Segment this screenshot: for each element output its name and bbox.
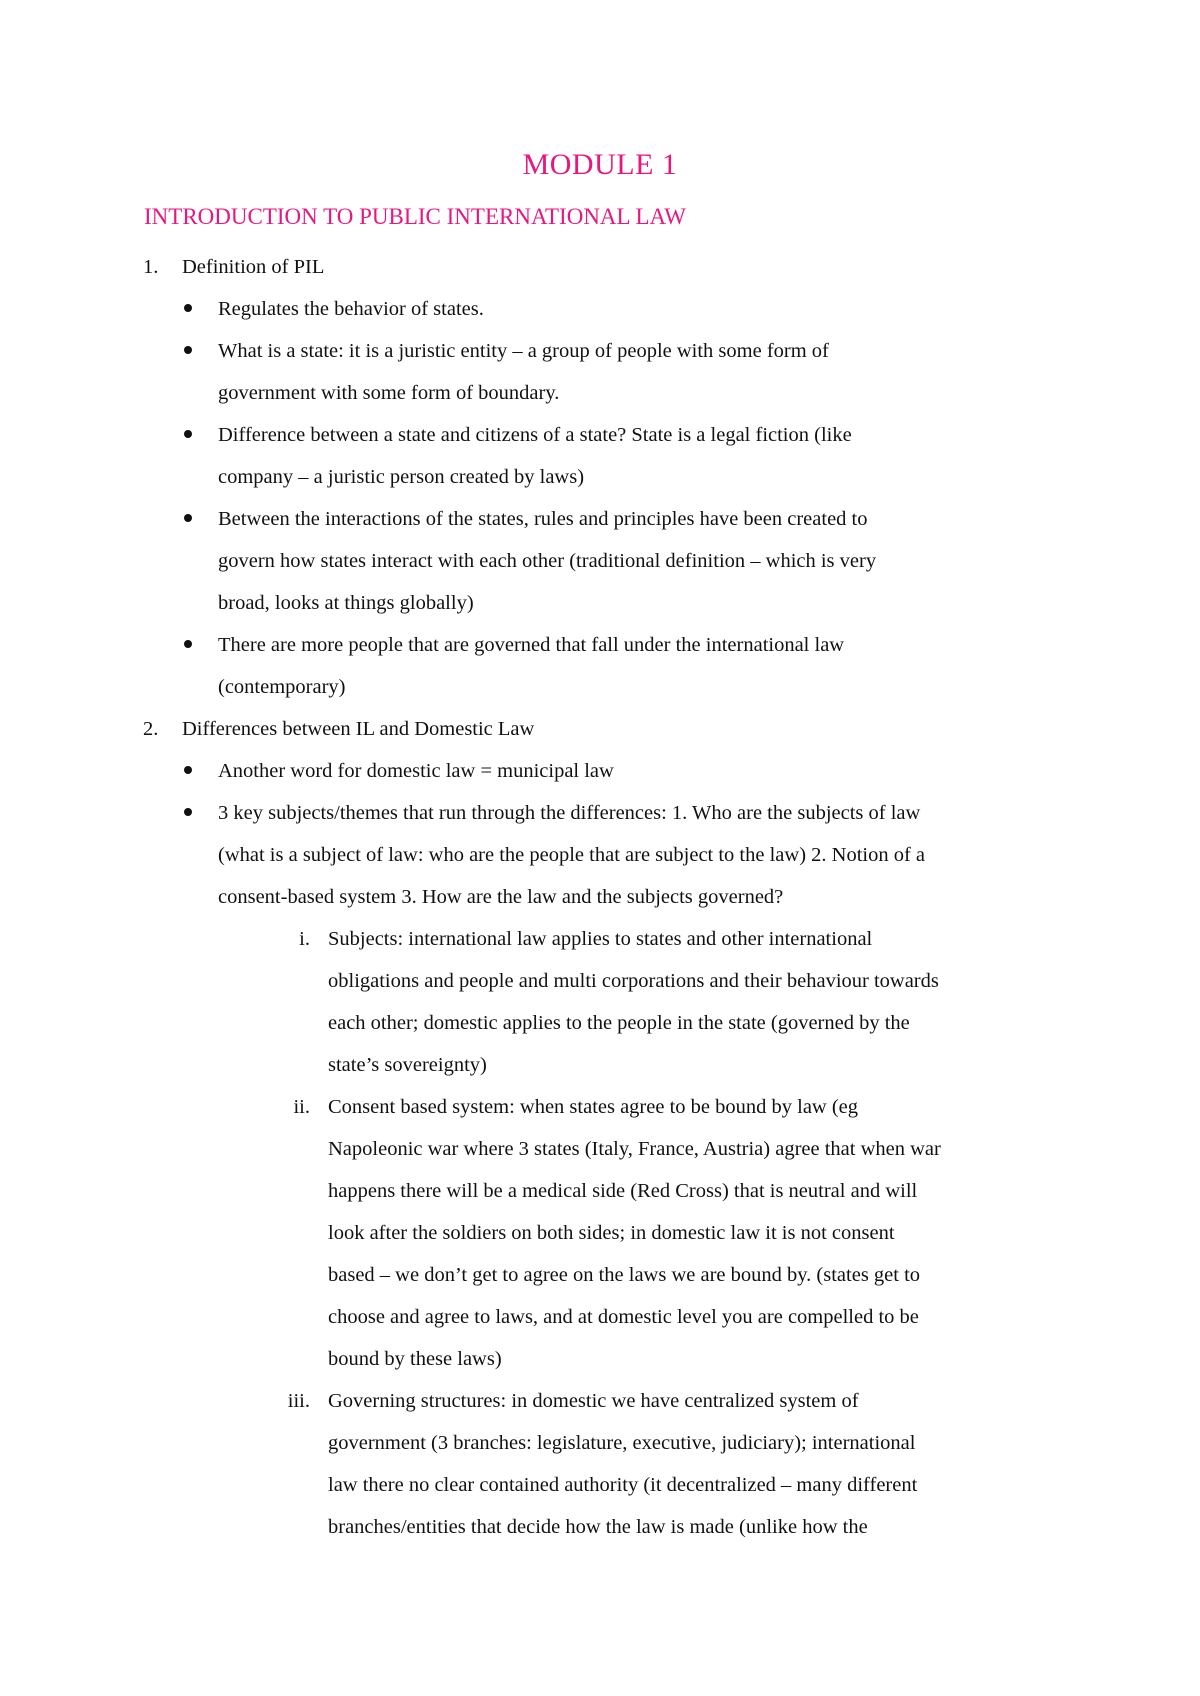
bullet-text-line: Regulates the behavior of states. bbox=[218, 298, 484, 320]
bullet-icon bbox=[184, 766, 192, 774]
bullet-icon bbox=[184, 514, 192, 522]
bullet-text-line: Between the interactions of the states, rules and principles have been created to bbox=[218, 508, 868, 530]
roman-numeral: iii. bbox=[287, 1390, 310, 1412]
bullet-text-line: (what is a subject of law: who are the people that are subject to the law) 2. Notion of a bbox=[218, 844, 926, 866]
subitem-text-line: based – we don’t get to agree on the laws we are bound by. (states get to bbox=[328, 1264, 921, 1286]
subitem-text-line: bound by these laws) bbox=[328, 1348, 502, 1370]
subitem-text-line: state’s sovereignty) bbox=[328, 1054, 487, 1076]
list-number: 2. bbox=[143, 718, 159, 740]
bullet-text-line: 3 key subjects/themes that run through the differences: 1. Who are the subjects of law bbox=[218, 802, 921, 824]
subitem-text-line: government (3 branches: legislature, executive, judiciary); international bbox=[328, 1432, 916, 1454]
subitem-text-line: happens there will be a medical side (Red Cross) that is neutral and will bbox=[328, 1180, 918, 1202]
bullet-text-line: Another word for domestic law = municipal law bbox=[218, 760, 614, 782]
subitem-text-line: Napoleonic war where 3 states (Italy, France, Austria) agree that when war bbox=[328, 1138, 941, 1160]
bullet-text-line: (contemporary) bbox=[218, 676, 346, 698]
subitem-text-line: obligations and people and multi corporations and their behaviour towards bbox=[328, 970, 939, 992]
bullet-text-line: company – a juristic person created by laws) bbox=[218, 466, 585, 488]
bullet-icon bbox=[184, 640, 192, 648]
section-title: Differences between IL and Domestic Law bbox=[182, 718, 535, 740]
subitem-text-line: Governing structures: in domestic we have centralized system of bbox=[328, 1390, 859, 1412]
module-title: MODULE 1 bbox=[522, 148, 678, 181]
bullet-text-line: consent-based system 3. How are the law and the subjects governed? bbox=[218, 886, 784, 908]
bullet-text-line: Difference between a state and citizens of a state? State is a legal fiction (like bbox=[218, 424, 852, 446]
subitem-text-line: choose and agree to laws, and at domestic level you are compelled to be bbox=[328, 1306, 919, 1328]
bullet-text-line: govern how states interact with each other (traditional definition – which is very bbox=[218, 550, 877, 572]
bullet-icon bbox=[184, 808, 192, 816]
bullet-text-line: There are more people that are governed that fall under the international law bbox=[218, 634, 845, 656]
section-title: Definition of PIL bbox=[182, 256, 325, 278]
bullet-text-line: What is a state: it is a juristic entity – a group of people with some form of bbox=[218, 340, 829, 362]
subitem-text-line: look after the soldiers on both sides; in domestic law it is not consent bbox=[328, 1222, 895, 1244]
subitem-text-line: law there no clear contained authority (it decentralized – many different bbox=[328, 1474, 918, 1496]
bullet-text-line: broad, looks at things globally) bbox=[218, 592, 474, 614]
section-heading: INTRODUCTION TO PUBLIC INTERNATIONAL LAW bbox=[144, 204, 687, 229]
subitem-text-line: Subjects: international law applies to states and other international bbox=[328, 928, 873, 950]
bullet-icon bbox=[184, 304, 192, 312]
subitem-text-line: Consent based system: when states agree to be bound by law (eg bbox=[328, 1096, 859, 1118]
bullet-icon bbox=[184, 430, 192, 438]
roman-numeral: i. bbox=[299, 928, 310, 950]
bullet-icon bbox=[184, 346, 192, 354]
bullet-text-line: government with some form of boundary. bbox=[218, 382, 560, 404]
roman-numeral: ii. bbox=[293, 1096, 310, 1118]
list-number: 1. bbox=[143, 256, 159, 278]
subitem-text-line: each other; domestic applies to the people in the state (governed by the bbox=[328, 1012, 910, 1034]
subitem-text-line: branches/entities that decide how the law is made (unlike how the bbox=[328, 1516, 868, 1538]
